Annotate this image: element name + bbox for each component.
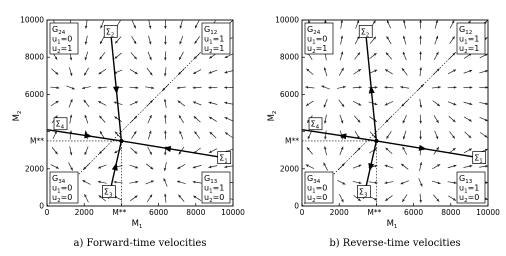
separatrix-label-sigma-3 xyxy=(102,186,115,199)
separatrix-sigma-1 xyxy=(376,141,478,158)
field-arrowhead xyxy=(419,137,422,140)
y-tick-label: 0 xyxy=(294,201,299,211)
region-name: $G_{34}$ xyxy=(307,174,321,185)
field-arrowhead xyxy=(70,115,73,118)
field-arrowhead xyxy=(164,42,167,45)
x-tick-label: 10000 xyxy=(221,208,245,217)
separatrix-sigma-4 xyxy=(47,130,121,141)
x-tick-label: 8000 xyxy=(441,208,461,217)
control-u1-value: $u_1=0$ xyxy=(307,34,328,46)
field-arrowhead xyxy=(99,72,102,75)
y-axis-label: $M_2$ xyxy=(12,110,23,122)
control-u2-value: $u_2=1$ xyxy=(459,44,480,55)
region-name: $G_{24}$ xyxy=(307,25,321,36)
field-arrowhead xyxy=(179,41,181,44)
field-arrowhead xyxy=(375,86,378,89)
field-arrowhead xyxy=(359,86,362,89)
separatrix-sigma-2 xyxy=(365,27,376,140)
sigma-1-direction-arrow xyxy=(419,145,427,151)
field-arrowhead xyxy=(82,87,85,90)
field-arrowhead xyxy=(193,86,196,89)
field-arrowhead xyxy=(193,181,196,184)
separatrix-label-text: $\Sigma_3$ xyxy=(358,187,368,199)
sigma-4-direction-arrow xyxy=(84,132,92,138)
field-arrowhead xyxy=(343,86,346,89)
control-u1-value: $u_1=1$ xyxy=(204,183,225,195)
y-tick-label: 6000 xyxy=(279,89,299,99)
x-tick-label: 0 xyxy=(299,208,305,217)
region-box-g34 xyxy=(50,172,78,204)
field-arrowhead xyxy=(70,152,73,155)
field-arrowhead xyxy=(469,165,472,168)
y-tick-label: 0 xyxy=(39,201,44,211)
y-tick-label: 6000 xyxy=(24,89,44,99)
separatrix-label-text: $\Sigma_4$ xyxy=(310,119,320,131)
x-tick-label: 10000 xyxy=(476,208,500,217)
y-tick-label: 8000 xyxy=(279,52,299,62)
x-tick-label: M** xyxy=(112,208,127,217)
panel-caption: a) Forward-time velocities xyxy=(73,238,207,249)
separatrix-label-sigma-4 xyxy=(309,118,322,131)
separatrix-label-text: $\Sigma_2$ xyxy=(360,27,370,39)
separatrix-label-sigma-1 xyxy=(218,152,231,165)
y-tick-label: 10000 xyxy=(275,15,299,25)
field-arrowhead xyxy=(164,115,167,118)
field-arrowhead xyxy=(384,181,387,184)
y-tick-label: M** xyxy=(285,136,299,146)
y-tick-label: 10000 xyxy=(20,15,44,25)
saddle-point xyxy=(374,139,378,143)
region-box-g13 xyxy=(202,172,230,204)
control-u1-value: $u_1=0$ xyxy=(52,34,73,46)
x-axis-label: $M_1$ xyxy=(386,219,398,230)
x-tick-label: 0 xyxy=(44,208,50,217)
y-tick-label: 8000 xyxy=(24,52,44,62)
region-name: $G_{24}$ xyxy=(52,25,66,36)
separatrix-label-sigma-2 xyxy=(359,25,372,38)
control-u2-value: $u_2=0$ xyxy=(307,193,328,204)
control-u2-value: $u_2=0$ xyxy=(204,193,225,204)
region-name: $G_{13}$ xyxy=(459,174,473,185)
x-tick-label: 6000 xyxy=(149,208,169,217)
separatrix-sigma-1 xyxy=(121,141,223,158)
x-tick-label: 6000 xyxy=(404,208,424,217)
field-arrowhead xyxy=(114,117,117,120)
field-arrowhead xyxy=(70,57,73,60)
field-arrowhead xyxy=(224,102,227,105)
field-arrowhead xyxy=(454,181,457,184)
field-arrowhead xyxy=(164,99,167,102)
separatrix-label-text: $\Sigma_2$ xyxy=(105,27,115,39)
x-tick-label: 2000 xyxy=(74,208,94,217)
field-arrowhead xyxy=(419,105,422,108)
separatrix-label-sigma-2 xyxy=(104,25,117,38)
field-arrowhead xyxy=(98,181,101,184)
control-u2-value: $u_2=0$ xyxy=(52,193,73,204)
saddle-point xyxy=(119,139,123,143)
field-arrowhead xyxy=(419,36,422,39)
region-name: $G_{34}$ xyxy=(52,174,66,185)
field-arrowhead xyxy=(164,58,167,61)
field-arrowhead xyxy=(209,71,212,73)
field-arrowhead xyxy=(135,166,138,168)
region-name: $G_{12}$ xyxy=(459,25,473,36)
separatrix-label-sigma-4 xyxy=(54,118,67,131)
field-arrowhead xyxy=(151,87,154,90)
y-tick-label: 2000 xyxy=(24,164,44,174)
field-arrowhead xyxy=(209,166,212,169)
separatrix-sigma-2 xyxy=(110,27,121,140)
field-arrowhead xyxy=(324,146,327,149)
control-u1-value: $u_1=1$ xyxy=(459,183,480,195)
region-box-g13 xyxy=(457,172,485,204)
region-box-g24 xyxy=(50,23,78,55)
y-axis-label-group xyxy=(267,111,278,122)
region-name: $G_{13}$ xyxy=(204,174,218,185)
y-tick-label: 2000 xyxy=(279,164,299,174)
field-arrowhead xyxy=(358,69,361,72)
field-arrowhead xyxy=(164,26,167,29)
field-arrowhead xyxy=(436,36,438,39)
y-axis-label-group xyxy=(12,111,23,122)
field-arrowhead xyxy=(164,168,167,171)
field-arrowhead xyxy=(341,120,343,123)
x-axis-label: $M_1$ xyxy=(131,219,143,230)
control-u2-value: $u_2=1$ xyxy=(307,44,328,55)
separatrix-label-text: $\Sigma_1$ xyxy=(474,153,483,165)
field-arrowhead xyxy=(385,165,388,167)
separatrix-label-text: $\Sigma_4$ xyxy=(55,119,65,131)
separatrix-label-text: $\Sigma_1$ xyxy=(219,153,228,165)
field-arrowhead xyxy=(114,102,117,104)
control-u1-value: $u_1=0$ xyxy=(52,183,73,195)
field-arrowhead xyxy=(419,51,422,54)
control-u2-value: $u_2=1$ xyxy=(52,44,73,55)
control-u1-value: $u_1=0$ xyxy=(307,183,328,195)
x-tick-label: 2000 xyxy=(329,208,349,217)
field-arrowhead xyxy=(135,181,138,184)
field-arrowhead xyxy=(85,115,87,118)
field-arrowhead xyxy=(324,121,327,124)
phase-portrait-panel-1 xyxy=(12,16,245,250)
control-u1-value: $u_1=1$ xyxy=(204,34,225,46)
separatrix-label-sigma-1 xyxy=(473,152,486,165)
region-name: $G_{12}$ xyxy=(204,25,218,36)
control-u1-value: $u_1=1$ xyxy=(459,34,480,46)
field-arrowhead xyxy=(454,86,457,89)
field-arrowhead xyxy=(484,135,487,138)
field-arrowhead xyxy=(436,147,439,150)
x-tick-label: 8000 xyxy=(186,208,206,217)
separatrix-label-text: $\Sigma_3$ xyxy=(103,187,113,199)
region-box-g24 xyxy=(305,23,333,55)
sigma-1-direction-arrow xyxy=(163,146,171,152)
panel-caption: b) Reverse-time velocities xyxy=(329,238,461,249)
field-arrowhead xyxy=(164,130,167,133)
field-arrowhead xyxy=(384,86,387,89)
field-arrowhead xyxy=(224,86,227,89)
field-arrowhead xyxy=(136,86,139,89)
phase-portrait-panel-2 xyxy=(267,16,500,250)
field-arrowhead xyxy=(149,26,152,29)
region-box-g34 xyxy=(305,172,333,204)
control-u2-value: $u_2=0$ xyxy=(459,193,480,204)
region-box-g12 xyxy=(457,23,485,55)
region-box-g12 xyxy=(202,23,230,55)
field-arrowhead xyxy=(98,86,101,89)
field-arrowhead xyxy=(341,36,344,39)
field-arrowhead xyxy=(374,103,377,105)
field-arrowhead xyxy=(179,151,182,154)
field-arrowhead xyxy=(470,86,473,89)
field-arrowhead xyxy=(419,121,422,124)
field-arrowhead xyxy=(225,132,228,135)
field-arrowhead xyxy=(85,42,88,45)
field-arrowhead xyxy=(400,86,403,89)
y-axis-label: $M_2$ xyxy=(267,110,278,122)
y-tick-label: M** xyxy=(30,136,44,146)
field-arrowhead xyxy=(420,162,423,165)
field-arrowhead xyxy=(208,86,211,89)
x-tick-label: M** xyxy=(367,208,382,217)
control-u2-value: $u_2=1$ xyxy=(204,44,225,55)
separatrix-label-sigma-3 xyxy=(357,186,370,199)
field-arrowhead xyxy=(164,152,167,155)
field-arrowhead xyxy=(359,181,362,184)
field-arrowhead xyxy=(469,70,472,72)
